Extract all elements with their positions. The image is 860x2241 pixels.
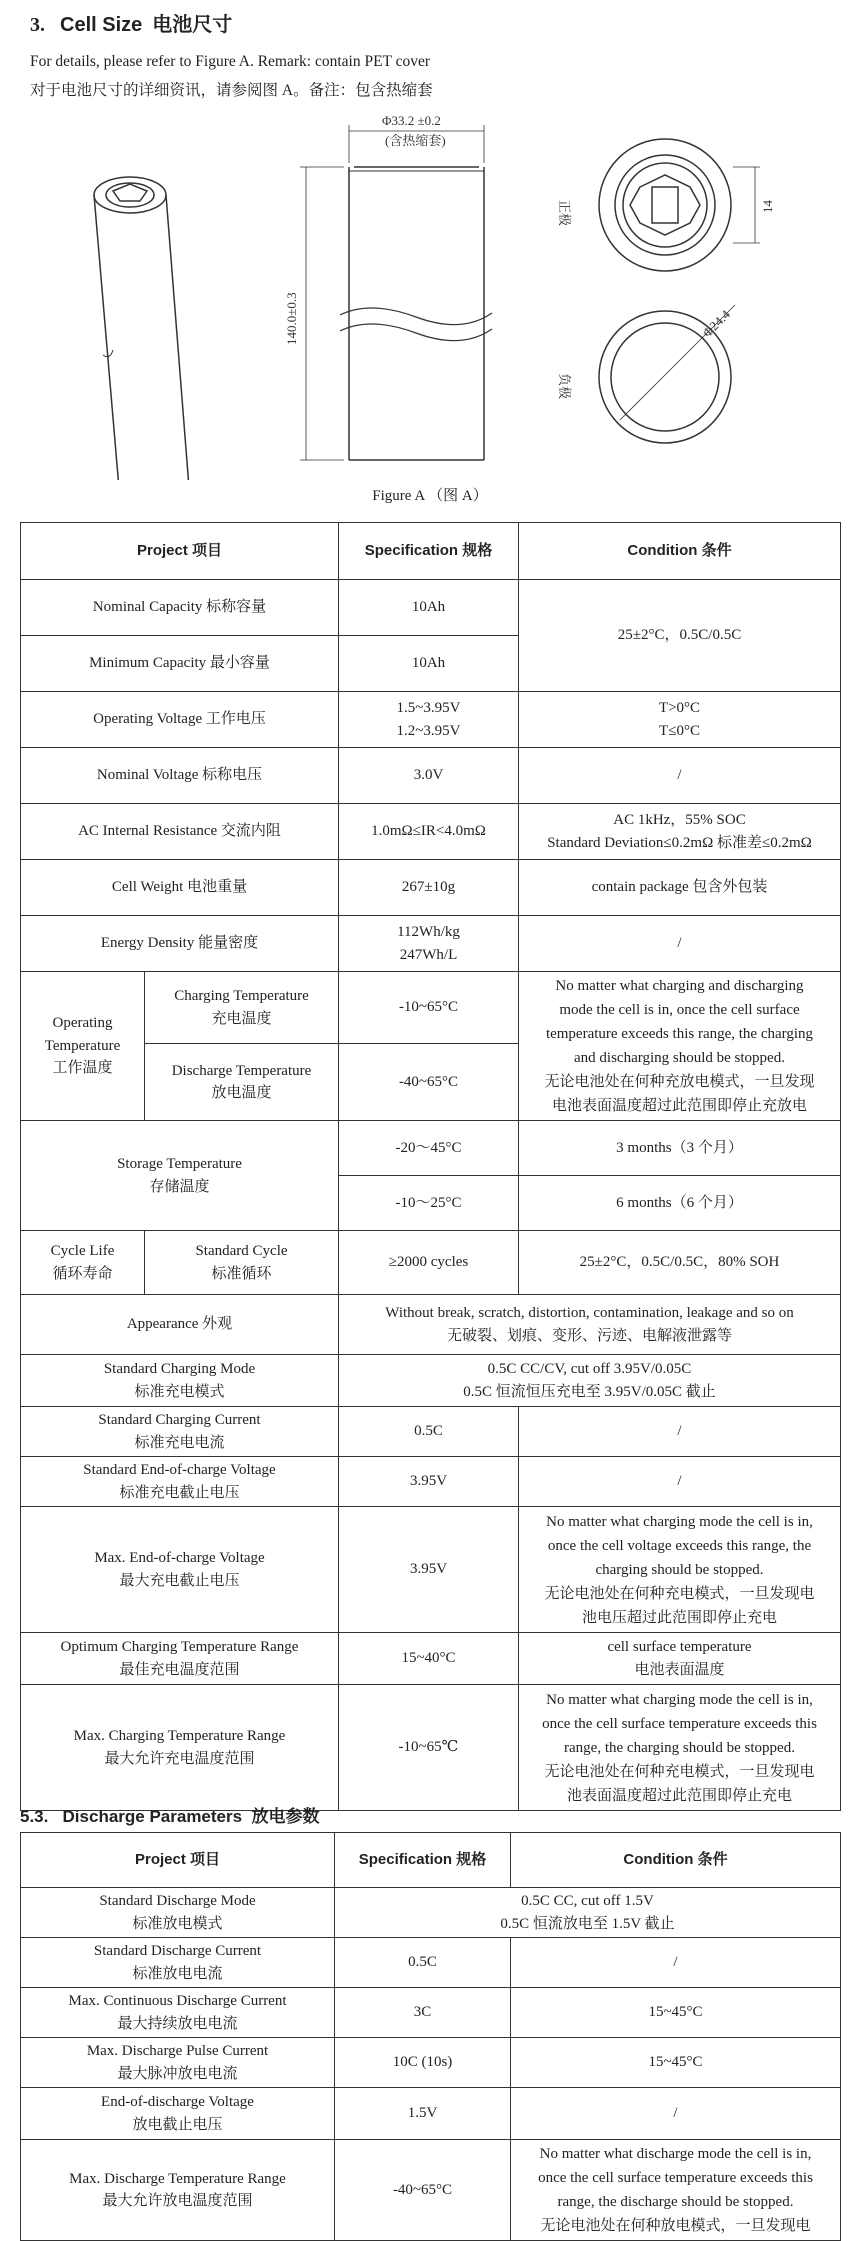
cond-line: 无论电池处在何种充电模式，一旦发现电 [544, 1763, 815, 1780]
label-line: Standard Discharge Mode [99, 1893, 256, 1909]
cond-line: 无论电池处在何种放电模式，一旦发现电 [540, 2218, 811, 2234]
std-end-voltage-label [21, 1457, 339, 1507]
value-line: 0.5C CC, cut off 1.5V [521, 1893, 654, 1909]
table-header-row [21, 1833, 841, 1888]
cond-line: temperature exceeds this range, the charging [545, 1026, 814, 1042]
spec-line: 247Wh/L [399, 946, 458, 963]
label-line: Operating [52, 1015, 113, 1032]
label-line: Standard End-of-charge Voltage [83, 1462, 276, 1478]
max-cont-discharge-cond: 15~45°C [511, 1988, 841, 2038]
label-line: Optimum Charging Temperature Range [60, 1639, 299, 1655]
storage-temp-spec-1: -20～45°C [339, 1121, 519, 1176]
discharge-table [20, 1832, 841, 2241]
optimum-charging-temp-spec: 15~40°C [339, 1633, 519, 1685]
table-row [21, 1507, 841, 1633]
table-row [21, 2140, 841, 2241]
spec-line: 112Wh/kg [397, 924, 460, 940]
label-line: 标准放电模式 [132, 1915, 223, 1932]
cond-line: AC 1kHz，55% SOC [613, 812, 746, 828]
standard-cycle-label [145, 1231, 339, 1295]
table-row [21, 1457, 841, 1507]
storage-temp-cond-1: 3 months（3 个月） [519, 1121, 841, 1176]
max-cont-discharge-spec: 3C [335, 1988, 511, 2038]
label-line: End-of-discharge Voltage [101, 2094, 254, 2110]
table-header-row [21, 523, 841, 580]
std-charging-current-cond: / [519, 1407, 841, 1457]
table-row [21, 1407, 841, 1457]
value-line: 0.5C CC/CV, cut off 3.95V/0.05C [487, 1361, 692, 1377]
diameter-note: (含热缩套) [385, 133, 446, 148]
table-row [21, 692, 841, 748]
end-discharge-voltage-label [21, 2088, 335, 2140]
label-line: Max. Charging Temperature Range [73, 1728, 286, 1744]
header-project: Project 项目 [21, 1833, 335, 1888]
label-line: Standard Charging Current [98, 1412, 261, 1428]
label-line: 存储温度 [149, 1178, 210, 1195]
cond-line: range, the charging should be stopped. [564, 1739, 795, 1756]
label-line: 最大允许充电温度范围 [104, 1750, 255, 1767]
intro-cn: 对于电池尺寸的详细资讯，请参阅图 A。备注：包含热缩套 [30, 82, 433, 99]
ac-resistance-cond [519, 804, 841, 860]
label-line: Temperature [44, 1037, 121, 1054]
label-line: Cycle Life [50, 1243, 115, 1259]
label-line: Max. End-of-charge Voltage [94, 1550, 265, 1566]
header-condition: Condition 条件 [511, 1833, 841, 1888]
terminal-dim: 14 [760, 200, 775, 213]
cond-line: mode the cell is in, once the cell surface [559, 1002, 800, 1018]
positive-label: 正极 [557, 200, 572, 227]
figure-caption: Figure A （图 A） [372, 488, 488, 504]
table-row [21, 1295, 841, 1355]
label-line: 标准循环 [211, 1265, 272, 1282]
table-row [21, 1888, 841, 1938]
label-line: 标准充电模式 [134, 1383, 225, 1400]
operating-voltage-spec [339, 692, 519, 748]
table-row [21, 860, 841, 916]
energy-density-cond: / [519, 916, 841, 972]
label-line: Standard Discharge Current [93, 1943, 262, 1959]
cell-weight-spec: 267±10g [339, 860, 519, 916]
label-line: Max. Discharge Temperature Range [69, 2170, 286, 2187]
nominal-capacity-label: Nominal Capacity 标称容量 [21, 580, 339, 636]
value-line: Without break, scratch, distortion, contamination, leakage and so on [385, 1305, 794, 1321]
cond-line: T>0°C [658, 700, 701, 716]
cond-line: No matter what charging and discharging [555, 978, 804, 994]
std-discharge-current-label [21, 1938, 335, 1988]
appearance-value [339, 1295, 841, 1355]
header-condition: Condition 条件 [519, 523, 841, 580]
std-discharge-current-spec: 0.5C [335, 1938, 511, 1988]
operating-voltage-cond [519, 692, 841, 748]
table-row [21, 1121, 841, 1176]
appearance-label: Appearance 外观 [21, 1295, 339, 1355]
label-line: Max. Discharge Pulse Current [86, 2043, 269, 2059]
cond-line: 电池表面温度超过此范围即停止充放电 [551, 1098, 807, 1114]
std-discharge-current-cond: / [511, 1938, 841, 1988]
max-pulse-discharge-cond: 15~45°C [511, 2038, 841, 2088]
negative-label: 负极 [557, 373, 572, 400]
end-discharge-voltage-spec: 1.5V [335, 2088, 511, 2140]
max-end-voltage-spec: 3.95V [339, 1507, 519, 1633]
charging-temp-spec: -10~65°C [339, 972, 519, 1044]
cell-weight-cond: contain package 包含外包装 [519, 860, 841, 916]
energy-density-label: Energy Density 能量密度 [21, 916, 339, 972]
label-line: 标准放电电流 [132, 1965, 223, 1982]
std-charging-mode-label [21, 1355, 339, 1407]
cond-line: No matter what charging mode the cell is in, [546, 1513, 813, 1530]
table-row [21, 1988, 841, 2038]
nominal-voltage-label: Nominal Voltage 标称电压 [21, 748, 339, 804]
label-line: 最大允许放电温度范围 [102, 2193, 253, 2209]
value-line: 0.5C 恒流恒压充电至 3.95V/0.05C 截止 [463, 1383, 716, 1400]
cycle-life-spec: ≥2000 cycles [339, 1231, 519, 1295]
height-label: 140.0±0.3 [284, 292, 299, 345]
inner-diameter: Φ24.4 [699, 306, 733, 341]
nominal-voltage-cond: / [519, 748, 841, 804]
std-charging-current-spec: 0.5C [339, 1407, 519, 1457]
max-charging-temp-label [21, 1685, 339, 1811]
spec-line: 1.5~3.95V [396, 700, 461, 716]
nominal-capacity-spec: 10Ah [339, 580, 519, 636]
cell-spec-table [20, 522, 841, 1811]
discharge-temp-spec: -40~65°C [339, 1044, 519, 1121]
table-row [21, 972, 841, 1044]
label-line: Max. Continuous Discharge Current [68, 1993, 287, 2009]
cond-line: 无论电池处在何种充电模式，一旦发现电 [544, 1585, 815, 1602]
std-discharge-mode-value [335, 1888, 841, 1938]
cond-line: charging should be stopped. [595, 1561, 764, 1578]
table-row [21, 2088, 841, 2140]
cond-line: cell surface temperature [607, 1639, 752, 1655]
charging-temp-label [145, 972, 339, 1044]
table-row [21, 2038, 841, 2088]
std-end-voltage-cond: / [519, 1457, 841, 1507]
header-spec: Specification 规格 [335, 1833, 511, 1888]
value-line: 无破裂、划痕、变形、污迹、电解液泄露等 [446, 1327, 732, 1344]
section-heading [30, 8, 232, 37]
std-charging-current-label [21, 1407, 339, 1457]
value-line: 0.5C 恒流放电至 1.5V 截止 [500, 1915, 675, 1932]
optimum-charging-temp-cond [519, 1633, 841, 1685]
operating-temp-label [21, 972, 145, 1121]
intro-en: For details, please refer to Figure A. Remark: contain PET cover [30, 53, 431, 70]
storage-temp-label [21, 1121, 339, 1231]
label-line: Charging Temperature [174, 988, 309, 1005]
std-charging-mode-value [339, 1355, 841, 1407]
max-charging-temp-spec: -10~65℃ [339, 1685, 519, 1811]
label-line: 放电截止电压 [132, 2116, 223, 2133]
label-line: 最大持续放电电流 [117, 2015, 238, 2032]
capacity-condition: 25±2°C，0.5C/0.5C [519, 580, 841, 692]
minimum-capacity-spec: 10Ah [339, 636, 519, 692]
max-charging-temp-cond [519, 1685, 841, 1811]
table-row [21, 1355, 841, 1407]
operating-voltage-label: Operating Voltage 工作电压 [21, 692, 339, 748]
max-end-voltage-label [21, 1507, 339, 1633]
label-line: 最大充电截止电压 [119, 1572, 240, 1589]
cell-dimension-figure [0, 105, 860, 480]
cell-3d-drawing [94, 177, 190, 480]
minimum-capacity-label: Minimum Capacity 最小容量 [21, 636, 339, 692]
table-row [21, 1685, 841, 1811]
label-line: 工作温度 [52, 1060, 113, 1077]
discharge-section-title: Discharge Parameters [62, 1807, 243, 1826]
max-pulse-discharge-label [21, 2038, 335, 2088]
energy-density-spec [339, 916, 519, 972]
header-spec: Specification 规格 [339, 523, 519, 580]
cond-line: once the cell surface temperature exceeds this [538, 2170, 813, 2186]
diameter-label: Φ33.2 ±0.2 [382, 113, 441, 128]
discharge-section-title-cn: 放电参数 [251, 1807, 320, 1826]
section-number: 3. [30, 14, 45, 36]
cond-line: 电池表面温度 [634, 1661, 725, 1678]
cycle-life-label [21, 1231, 145, 1295]
cell-weight-label: Cell Weight 电池重量 [21, 860, 339, 916]
label-line: Storage Temperature [117, 1156, 242, 1172]
label-line: 最大脉冲放电电流 [117, 2065, 238, 2082]
discharge-temp-label [145, 1044, 339, 1121]
label-line: Standard Cycle [195, 1243, 288, 1259]
table-row [21, 748, 841, 804]
label-line: Discharge Temperature [171, 1062, 312, 1079]
discharge-section-number: 5.3. [20, 1807, 49, 1826]
label-line: 循环寿命 [52, 1265, 113, 1282]
cond-line: range, the discharge should be stopped. [557, 2194, 794, 2210]
table-row [21, 804, 841, 860]
operating-temp-cond [519, 972, 841, 1121]
table-row [21, 1938, 841, 1988]
label-line: 最佳充电温度范围 [119, 1661, 240, 1678]
cond-line: 池表面温度超过此范围即停止充电 [566, 1787, 792, 1804]
cond-line: once the cell surface temperature exceeds this [542, 1715, 817, 1732]
max-cont-discharge-label [21, 1988, 335, 2038]
max-end-voltage-cond [519, 1507, 841, 1633]
nominal-voltage-spec: 3.0V [339, 748, 519, 804]
ac-resistance-spec: 1.0mΩ≤IR<4.0mΩ [339, 804, 519, 860]
cond-line: T≤0°C [659, 722, 700, 739]
spec-line: 1.2~3.95V [396, 722, 461, 739]
cond-line: Standard Deviation≤0.2mΩ 标准差≤0.2mΩ [547, 834, 812, 851]
cond-line: 池电压超过此范围即停止充电 [581, 1609, 777, 1626]
max-discharge-temp-cond [511, 2140, 841, 2241]
max-discharge-temp-label [21, 2140, 335, 2241]
std-discharge-mode-label [21, 1888, 335, 1938]
label-line: 标准充电截止电压 [119, 1484, 240, 1501]
ac-resistance-label: AC Internal Resistance 交流内阻 [21, 804, 339, 860]
cond-line: 无论电池处在何种充放电模式，一旦发现 [544, 1074, 815, 1090]
cond-line: and discharging should be stopped. [574, 1050, 785, 1066]
header-project: Project 项目 [21, 523, 339, 580]
storage-temp-cond-2: 6 months（6 个月） [519, 1176, 841, 1231]
std-end-voltage-spec: 3.95V [339, 1457, 519, 1507]
top-view-positive [599, 139, 760, 271]
cond-line: once the cell voltage exceeds this range, the [547, 1537, 812, 1554]
table-row [21, 1231, 841, 1295]
table-row [21, 916, 841, 972]
storage-temp-spec-2: -10～25°C [339, 1176, 519, 1231]
max-discharge-temp-spec: -40~65°C [335, 2140, 511, 2241]
table-row [21, 1633, 841, 1685]
table-row [21, 580, 841, 636]
max-pulse-discharge-spec: 10C (10s) [335, 2038, 511, 2088]
discharge-section-heading [20, 1802, 320, 1827]
optimum-charging-temp-label [21, 1633, 339, 1685]
cell-side-view [300, 125, 492, 460]
section-title-cn: 电池尺寸 [152, 14, 233, 36]
cycle-life-cond: 25±2°C，0.5C/0.5C，80% SOH [519, 1231, 841, 1295]
cond-line: No matter what charging mode the cell is in, [546, 1691, 813, 1708]
cond-line: No matter what discharge mode the cell is in, [539, 2146, 812, 2162]
section-title: Cell Size [60, 14, 143, 36]
label-line: Standard Charging Mode [103, 1361, 256, 1377]
end-discharge-voltage-cond: / [511, 2088, 841, 2140]
label-line: 标准充电电流 [134, 1434, 225, 1451]
label-line: 放电温度 [211, 1085, 272, 1102]
label-line: 充电温度 [211, 1010, 272, 1027]
